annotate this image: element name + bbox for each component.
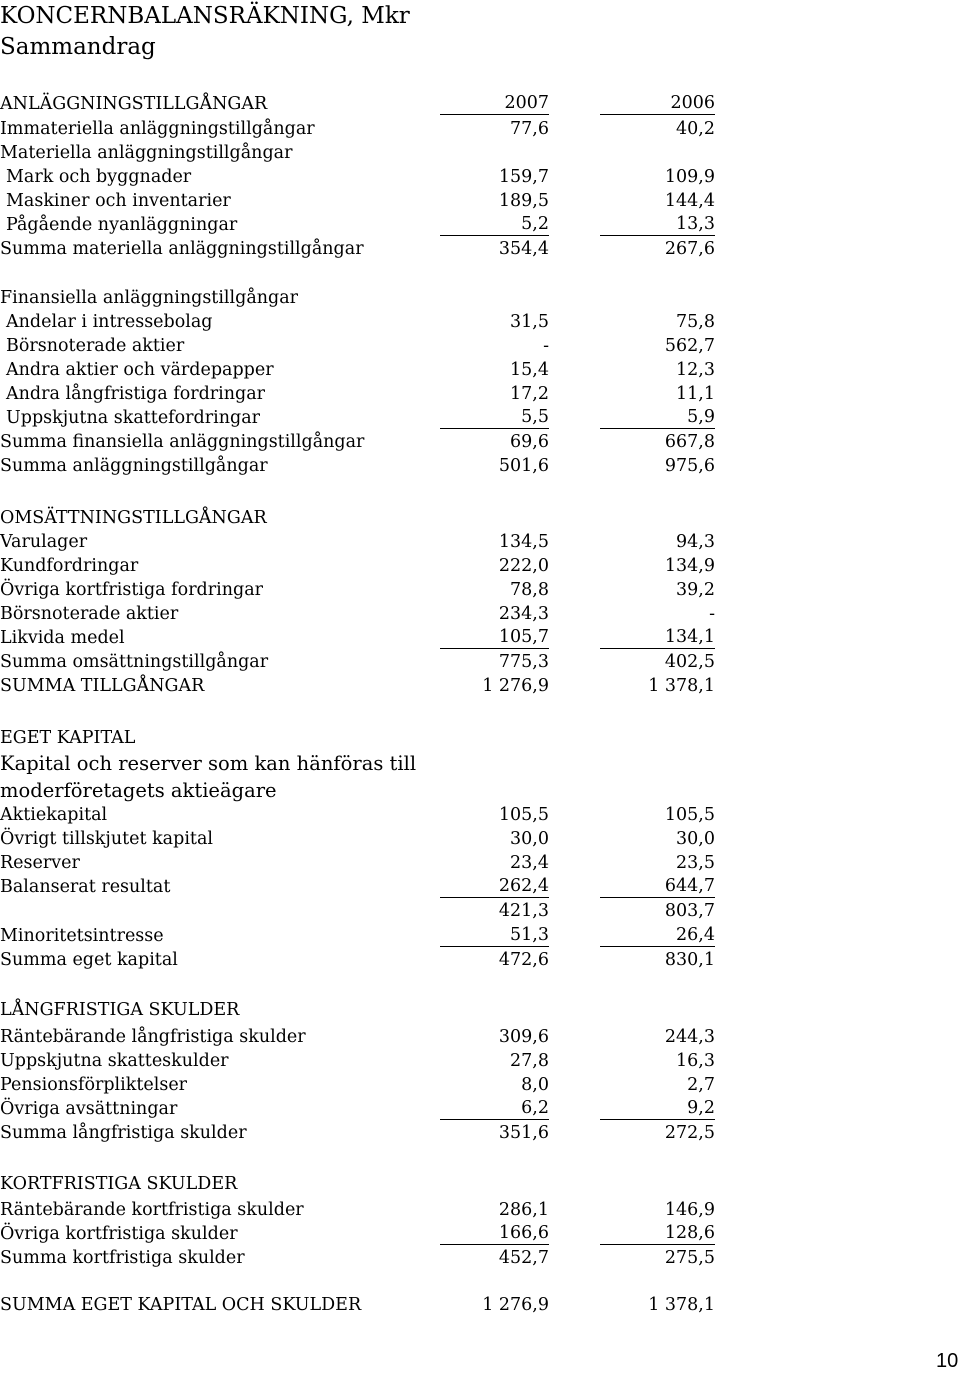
row-label: Minoritetsintresse	[0, 926, 164, 946]
value-2006: 16,3	[676, 1051, 715, 1071]
value-2007: 31,5	[510, 312, 549, 332]
value-2006: 12,3	[676, 360, 715, 380]
value-2006: 13,3	[600, 213, 715, 236]
row-label: SUMMA TILLGÅNGAR	[0, 676, 205, 696]
row-label: Börsnoterade aktier	[6, 336, 185, 356]
row-label: Immateriella anläggningstillgångar	[0, 119, 315, 139]
table-row	[0, 1222, 960, 1246]
value-2007: 5,5	[440, 406, 549, 429]
row-label: Balanserat resultat	[0, 877, 171, 897]
value-2007: 354,4	[498, 239, 549, 259]
row-label: Pensionsförpliktelser	[0, 1075, 188, 1095]
value-2006: 134,1	[600, 626, 715, 649]
value-2006: 146,9	[664, 1200, 715, 1220]
page-subtitle: Sammandrag	[0, 34, 156, 60]
section-heading: KORTFRISTIGA SKULDER	[0, 1174, 238, 1194]
page-number: 10	[936, 1350, 959, 1372]
row-label: Övriga avsättningar	[0, 1099, 178, 1119]
value-2007: 234,3	[498, 604, 549, 624]
row-label: Finansiella anläggningstillgångar	[0, 288, 299, 308]
value-2007: 775,3	[498, 652, 549, 672]
row-label: Summa kortfristiga skulder	[0, 1248, 245, 1268]
value-2007: 77,6	[510, 119, 549, 139]
value-2006: 11,1	[676, 384, 715, 404]
section-heading: EGET KAPITAL	[0, 728, 136, 748]
table-row	[0, 406, 960, 430]
table-row	[0, 165, 960, 189]
table-row	[0, 752, 960, 776]
value-2007: 5,2	[440, 213, 549, 236]
row-label: Kapital och reserver som kan hänföras till	[0, 752, 417, 775]
table-row	[0, 506, 960, 530]
row-label: moderföretagets aktieägare	[0, 779, 277, 802]
section-heading: LÅNGFRISTIGA SKULDER	[0, 1000, 240, 1020]
table-row	[0, 117, 960, 141]
row-label: Mark och byggnader	[6, 167, 192, 187]
value-2007: 472,6	[498, 950, 549, 970]
value-2006: 2006	[600, 92, 715, 115]
row-label: SUMMA EGET KAPITAL OCH SKULDER	[0, 1295, 362, 1315]
table-row	[0, 1198, 960, 1222]
value-2006: 40,2	[676, 119, 715, 139]
section-heading: OMSÄTTNINGSTILLGÅNGAR	[0, 508, 267, 528]
row-label: Andra långfristiga fordringar	[6, 384, 266, 404]
value-2007: 452,7	[498, 1248, 549, 1268]
table-row	[0, 674, 960, 698]
table-row	[0, 334, 960, 358]
value-2007: 262,4	[440, 875, 549, 898]
value-2007: 1 276,9	[482, 1295, 549, 1315]
row-label: Likvida medel	[0, 628, 125, 648]
value-2006: 267,6	[664, 239, 715, 259]
value-2006: 9,2	[600, 1097, 715, 1120]
table-row	[0, 924, 960, 948]
value-2007: 69,6	[510, 432, 549, 452]
value-2007: 78,8	[510, 580, 549, 600]
value-2007: 309,6	[498, 1027, 549, 1047]
value-2007: 2007	[440, 92, 549, 115]
value-2007: 286,1	[498, 1200, 549, 1220]
row-label: Kundfordringar	[0, 556, 139, 576]
table-row	[0, 382, 960, 406]
row-label: Andra aktier och värdepapper	[6, 360, 274, 380]
table-row	[0, 1073, 960, 1097]
value-2007: 166,6	[440, 1222, 549, 1245]
row-label: Summa materiella anläggningstillgångar	[0, 239, 364, 259]
table-row	[0, 1097, 960, 1121]
value-2006: 272,5	[664, 1123, 715, 1143]
value-2006: 39,2	[676, 580, 715, 600]
value-2006: 803,7	[664, 901, 715, 921]
value-2007: 27,8	[510, 1051, 549, 1071]
row-label: Börsnoterade aktier	[0, 604, 179, 624]
value-2006: 830,1	[664, 950, 715, 970]
value-2006: 402,5	[664, 652, 715, 672]
value-2007: 134,5	[498, 532, 549, 552]
table-row	[0, 602, 960, 626]
value-2006: 1 378,1	[648, 676, 715, 696]
value-2006: 23,5	[676, 853, 715, 873]
value-2006: 562,7	[664, 336, 715, 356]
value-2006: 5,9	[600, 406, 715, 429]
value-2007: 6,2	[440, 1097, 549, 1120]
row-label: Summa finansiella anläggningstillgångar	[0, 432, 365, 452]
table-row	[0, 726, 960, 750]
table-row	[0, 237, 960, 261]
table-row	[0, 626, 960, 650]
row-label: Räntebärande långfristiga skulder	[0, 1027, 306, 1047]
value-2007: 501,6	[498, 456, 549, 476]
value-2007: 8,0	[521, 1075, 549, 1095]
row-label: Summa anläggningstillgångar	[0, 456, 268, 476]
value-2006: 94,3	[676, 532, 715, 552]
row-label: Summa eget kapital	[0, 950, 178, 970]
value-2007: 1 276,9	[482, 676, 549, 696]
row-label: Uppskjutna skattefordringar	[6, 408, 260, 428]
table-row	[0, 310, 960, 334]
value-2007: 105,5	[498, 805, 549, 825]
value-2006: 275,5	[664, 1248, 715, 1268]
table-row	[0, 827, 960, 851]
value-2007: 105,7	[440, 626, 549, 649]
row-label: Materiella anläggningstillgångar	[0, 143, 293, 163]
row-label: Övrigt tillskjutet kapital	[0, 829, 213, 849]
value-2007: 189,5	[498, 191, 549, 211]
table-row	[0, 851, 960, 875]
table-row	[0, 948, 960, 972]
value-2006: 105,5	[664, 805, 715, 825]
row-label: Räntebärande kortfristiga skulder	[0, 1200, 304, 1220]
table-row	[0, 875, 960, 899]
row-label: Maskiner och inventarier	[6, 191, 231, 211]
value-2007: 17,2	[510, 384, 549, 404]
value-2007: 159,7	[498, 167, 549, 187]
row-label: Andelar i intressebolag	[6, 312, 213, 332]
table-row	[0, 1246, 960, 1270]
table-row	[0, 1121, 960, 1145]
table-row	[0, 899, 960, 923]
value-2006: 244,3	[664, 1027, 715, 1047]
table-row	[0, 1293, 960, 1317]
table-row	[0, 650, 960, 674]
table-row	[0, 1049, 960, 1073]
table-row	[0, 1172, 960, 1196]
value-2006: 644,7	[600, 875, 715, 898]
value-2007: -	[543, 336, 549, 356]
value-2006: 128,6	[600, 1222, 715, 1245]
row-label: Summa omsättningstillgångar	[0, 652, 269, 672]
table-row	[0, 803, 960, 827]
page-title: KONCERNBALANSRÄKNING, Mkr	[0, 3, 410, 29]
value-2007: 30,0	[510, 829, 549, 849]
value-2006: 975,6	[664, 456, 715, 476]
value-2006: -	[709, 604, 715, 624]
value-2006: 667,8	[664, 432, 715, 452]
value-2006: 144,4	[664, 191, 715, 211]
value-2006: 134,9	[664, 556, 715, 576]
value-2007: 351,6	[498, 1123, 549, 1143]
value-2007: 51,3	[440, 924, 549, 947]
value-2007: 15,4	[510, 360, 549, 380]
table-row	[0, 92, 960, 116]
value-2006: 2,7	[687, 1075, 715, 1095]
table-row	[0, 358, 960, 382]
value-2006: 1 378,1	[648, 1295, 715, 1315]
row-label: Varulager	[0, 532, 88, 552]
table-row	[0, 779, 960, 803]
row-label: Aktiekapital	[0, 805, 108, 825]
row-label: Uppskjutna skatteskulder	[0, 1051, 229, 1071]
row-label: Pågående nyanläggningar	[6, 215, 238, 235]
value-2006: 109,9	[664, 167, 715, 187]
table-row	[0, 1025, 960, 1049]
table-row	[0, 454, 960, 478]
table-row	[0, 554, 960, 578]
table-row	[0, 213, 960, 237]
table-row	[0, 430, 960, 454]
value-2006: 26,4	[600, 924, 715, 947]
value-2006: 30,0	[676, 829, 715, 849]
table-row	[0, 141, 960, 165]
value-2006: 75,8	[676, 312, 715, 332]
value-2007: 23,4	[510, 853, 549, 873]
value-2007: 421,3	[498, 901, 549, 921]
section-heading: ANLÄGGNINGSTILLGÅNGAR	[0, 94, 268, 114]
table-row	[0, 998, 960, 1022]
table-row	[0, 530, 960, 554]
table-row	[0, 286, 960, 310]
row-label: Summa långfristiga skulder	[0, 1123, 247, 1143]
row-label: Övriga kortfristiga skulder	[0, 1224, 238, 1244]
table-row	[0, 189, 960, 213]
table-row	[0, 578, 960, 602]
row-label: Reserver	[0, 853, 80, 873]
row-label: Övriga kortfristiga fordringar	[0, 580, 263, 600]
value-2007: 222,0	[498, 556, 549, 576]
